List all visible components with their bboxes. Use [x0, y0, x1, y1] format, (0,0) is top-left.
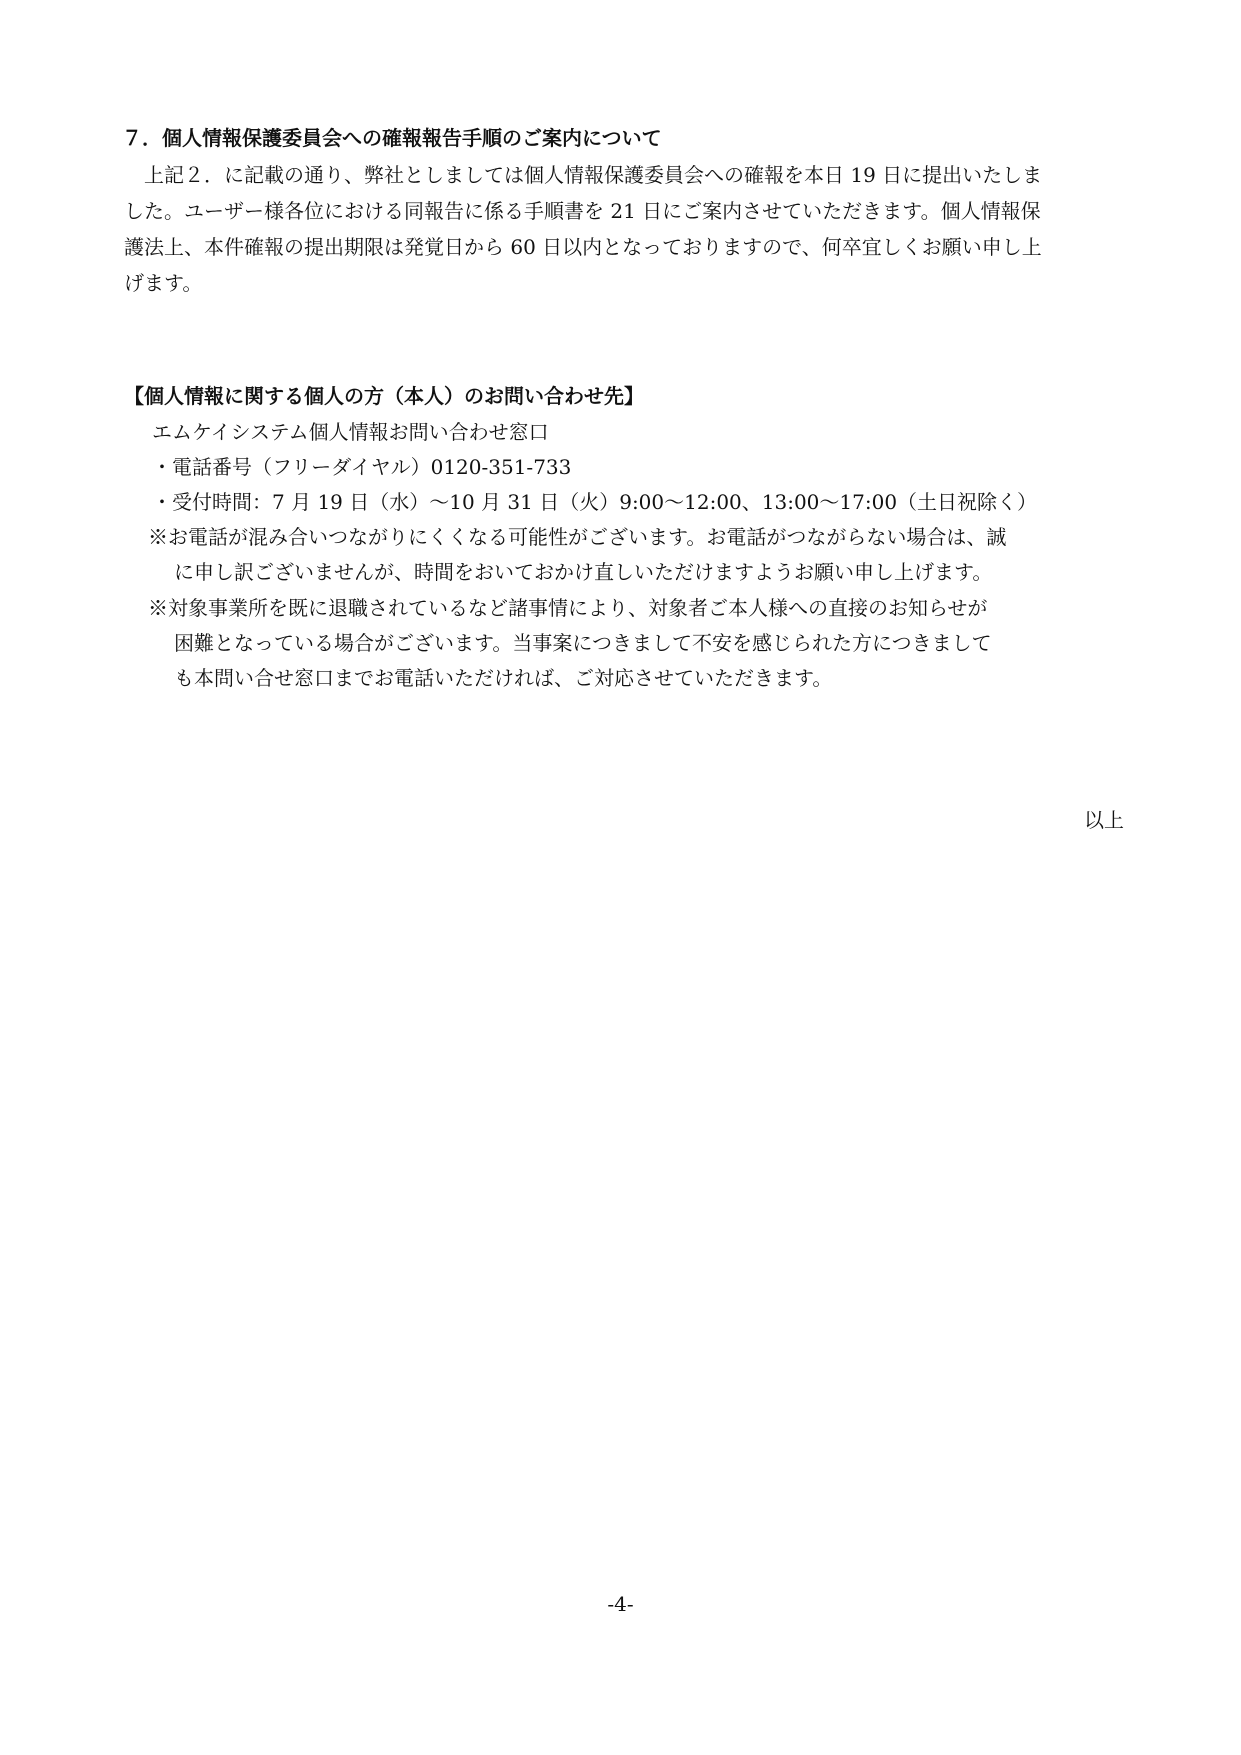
contact-note-1-line: ※お電話が混み合いつながりにくくなる可能性がございます。お電話がつながらない場合は、誠 — [148, 525, 1007, 549]
section-7-body-line: 護法上、本件確報の提出期限は発覚日から 60 日以内となっておりますので、何卒宜しくお願い申し上 — [124, 235, 1042, 259]
contact-note-2-line: も本問い合せ窓口までお電話いただければ、ご対応させていただきます。 — [174, 666, 833, 690]
contact-note-1-line: に申し訳ございませんが、時間をおいておかけ直しいただけますようお願い申し上げます。 — [174, 560, 993, 584]
closing-text: 以上 — [1084, 808, 1124, 832]
section-7-body — [124, 157, 1124, 301]
contact-note-2-line: 困難となっている場合がございます。当事案につきまして不安を感じられた方につきまして — [174, 631, 992, 655]
section-7-body-line: 上記２．に記載の通り、弊社としましては個人情報保護委員会への確報を本日 19 日に提出いたしま — [124, 163, 1043, 187]
section-7-heading: ７．個人情報保護委員会への確報報告手順のご案内について — [122, 126, 662, 150]
contact-phone: ・電話番号（フリーダイヤル）0120-351-733 — [152, 455, 572, 479]
section-7-body-line: した。ユーザー様各位における同報告に係る手順書を 21 日にご案内させていただきます。個人情報保 — [124, 199, 1041, 223]
contact-desk-name: エムケイシステム個人情報お問い合わせ窓口 — [152, 420, 549, 444]
contact-hours: ・受付時間：7 月 19 日（水）～10 月 31 日（火）9:00～12:00、13:00～17:00（土日祝除く） — [152, 490, 1038, 514]
page-number: -4- — [607, 1592, 634, 1616]
section-7-body-line: げます。 — [124, 271, 203, 295]
contact-heading: 【個人情報に関する個人の方（本人）のお問い合わせ先】 — [124, 384, 644, 408]
contact-note-2-line: ※対象事業所を既に退職されているなど諸事情により、対象者ご本人様への直接のお知らせが — [148, 596, 988, 620]
